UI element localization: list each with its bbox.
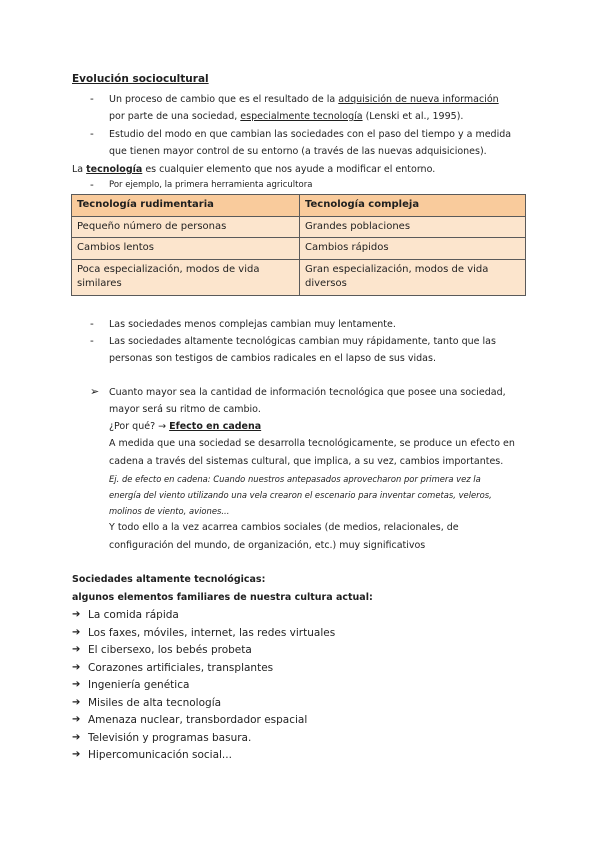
table-header-cell: Tecnología rudimentaria — [72, 195, 300, 217]
table-cell: Poca especialización, modos de vida similares — [72, 259, 300, 295]
list-item: Ingeniería genética — [88, 679, 190, 691]
effect-line: configuración del mundo, de organización, etc.) muy significativos — [109, 540, 426, 551]
bullet-line: Las sociedades menos complejas cambian muy lentamente. — [109, 319, 396, 330]
dash-bullet: - — [90, 179, 94, 191]
bullet-line: Estudio del modo en que cambian las sociedades con el paso del tiempo y a medida — [109, 129, 512, 140]
arrow-bullet-icon: ➔ — [72, 714, 81, 725]
text-run: por parte de una sociedad, — [109, 111, 241, 122]
effect-line: Cuanto mayor sea la cantidad de información tecnológica que posee una sociedad, — [109, 387, 506, 398]
list-item: Amenaza nuclear, transbordador espacial — [88, 714, 308, 726]
list-item: Corazones artificiales, transplantes — [88, 662, 274, 674]
why-line — [109, 421, 261, 432]
effect-line: cadena a través del sistemas cultural, que implica, a su vez, cambios importantes. — [109, 456, 504, 467]
table-header-row — [72, 195, 526, 217]
text-run: (Lenski et al., 1995). — [362, 111, 464, 122]
definition-line — [72, 164, 435, 175]
effect-line: Y todo ello a la vez acarrea cambios sociales (de medios, relacionales, de — [109, 522, 459, 533]
arrow-bullet-icon: ➔ — [72, 697, 81, 708]
table-row — [72, 216, 526, 238]
dash-bullet: - — [90, 128, 94, 140]
bullet-line: Las sociedades altamente tecnológicas cambian muy rápidamente, tanto que las — [109, 336, 496, 347]
example-line: molinos de viento, aviones... — [109, 506, 230, 516]
dash-bullet: - — [90, 318, 94, 330]
key-term: Efecto en cadena — [169, 421, 262, 432]
list-item: Los faxes, móviles, internet, las redes virtuales — [88, 627, 336, 639]
bullet-line — [109, 111, 463, 122]
section-title: Evolución sociocultural — [72, 73, 209, 85]
example-line: Ej. de efecto en cadena: Cuando nuestros antepasados aprovecharon por primera vez la — [109, 474, 481, 484]
text-run: es cualquier elemento que nos ayude a modificar el entorno. — [142, 164, 436, 175]
bullet-line: personas son testigos de cambios radicales en el lapso de sus vidas. — [109, 353, 436, 364]
example-line: energía del viento utilizando una vela crearon el escenario para inventar cometas, veleros, — [109, 490, 492, 500]
list-item: La comida rápida — [88, 609, 179, 621]
table-cell: Cambios lentos — [72, 238, 300, 260]
arrow-bullet-icon: ➔ — [72, 644, 81, 655]
arrowhead-bullet-icon: ➢ — [90, 385, 100, 398]
bullet-line — [109, 94, 499, 105]
underlined-term: adquisición de nueva información — [338, 94, 499, 105]
section-heading: Sociedades altamente tecnológicas: — [72, 574, 266, 585]
underlined-term: especialmente tecnología — [240, 111, 363, 122]
example-note: Por ejemplo, la primera herramienta agricultora — [109, 180, 313, 190]
arrow-bullet-icon: ➔ — [72, 627, 81, 638]
key-term: tecnología — [86, 164, 143, 175]
list-item: Hipercomunicación social... — [88, 749, 232, 761]
table-row — [72, 238, 526, 260]
table-cell: Grandes poblaciones — [300, 216, 526, 238]
arrow-bullet-icon: ➔ — [72, 679, 81, 690]
text-run: ¿Por qué? → — [109, 421, 170, 432]
arrow-bullet-icon: ➔ — [72, 609, 81, 620]
arrow-bullet-icon: ➔ — [72, 732, 81, 743]
table-header-cell: Tecnología compleja — [300, 195, 526, 217]
dash-bullet: - — [90, 93, 94, 105]
text-run: La — [72, 164, 87, 175]
list-item: El cibersexo, los bebés probeta — [88, 644, 252, 656]
table-row — [72, 259, 526, 295]
dash-bullet: - — [90, 335, 94, 347]
list-item: Misiles de alta tecnología — [88, 697, 222, 709]
table-cell: Pequeño número de personas — [72, 216, 300, 238]
technology-table — [71, 194, 526, 296]
list-item: Televisión y programas basura. — [88, 732, 252, 744]
arrow-bullet-icon: ➔ — [72, 662, 81, 673]
effect-line: A medida que una sociedad se desarrolla tecnológicamente, se produce un efecto en — [109, 438, 515, 449]
section-heading: algunos elementos familiares de nuestra cultura actual: — [72, 592, 373, 603]
text-run: Un proceso de cambio que es el resultado de la — [109, 94, 339, 105]
table-cell: Cambios rápidos — [300, 238, 526, 260]
table-cell: Gran especialización, modos de vida diversos — [300, 259, 526, 295]
bullet-line: que tienen mayor control de su entorno (a través de las nuevas adquisiciones). — [109, 146, 487, 157]
arrow-bullet-icon: ➔ — [72, 749, 81, 760]
effect-line: mayor será su ritmo de cambio. — [109, 404, 261, 415]
